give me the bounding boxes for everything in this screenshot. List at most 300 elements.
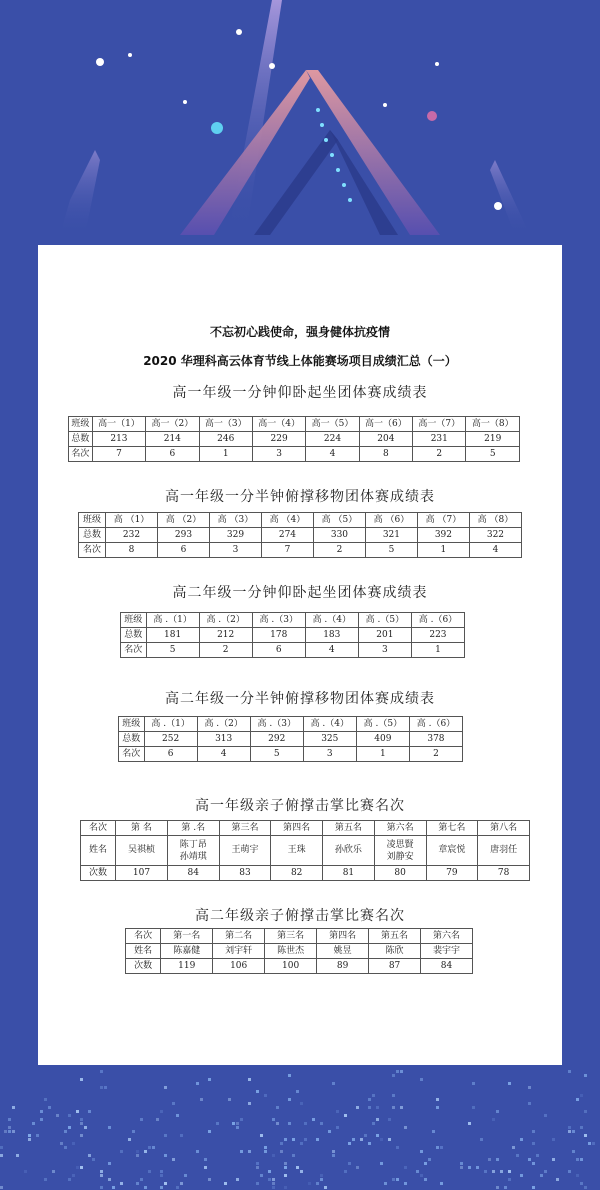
decorative-pixel <box>568 1070 571 1073</box>
decorative-pixel <box>288 1098 291 1101</box>
table-cell: 84 <box>421 959 473 974</box>
decorative-pixel <box>152 1146 155 1149</box>
decorative-pixel <box>480 1138 483 1141</box>
table-cell: 1 <box>417 543 469 558</box>
decorative-pixel <box>364 1134 367 1137</box>
table-cell: 高 .（3） <box>250 717 303 732</box>
decorative-pixel <box>100 1170 103 1173</box>
decorative-pixel <box>68 1126 71 1129</box>
table-cell: 119 <box>161 959 213 974</box>
decorative-pixel <box>376 1118 379 1121</box>
decorative-pixel <box>352 1138 355 1141</box>
table-row <box>126 944 473 959</box>
table-cell: 107 <box>116 866 168 881</box>
table-6-title: 高二年级亲子俯撑击掌比赛名次 <box>195 908 405 924</box>
decorative-pixel <box>136 1182 139 1185</box>
table-cell: 高 （4） <box>261 513 313 528</box>
decorative-pixel <box>104 1086 107 1089</box>
decorative-pixel <box>144 1186 147 1189</box>
decorative-pixel <box>264 1150 267 1153</box>
decorative-pixel <box>328 1130 331 1133</box>
decorative-pixel <box>284 1186 287 1189</box>
decorative-pixel <box>440 1182 443 1185</box>
table-row <box>126 929 473 944</box>
table-4 <box>118 716 463 762</box>
table-1-title: 高一年级一分钟仰卧起坐团体赛成绩表 <box>172 385 428 401</box>
decorative-pixel <box>80 1078 83 1081</box>
decorative-pixel <box>388 1138 391 1141</box>
decorative-pixel <box>108 1178 111 1181</box>
decorative-pixel <box>360 1138 363 1141</box>
table-row <box>119 747 463 762</box>
decorative-pixel <box>8 1126 11 1129</box>
decorative-pixel <box>256 1090 259 1093</box>
decorative-pixel <box>576 1174 579 1177</box>
table-cell: 79 <box>426 866 478 881</box>
decorative-pixel <box>380 1138 383 1141</box>
decorative-pixel <box>424 1162 427 1165</box>
decorative-pixel <box>380 1162 383 1165</box>
decorative-pixel <box>136 1150 139 1153</box>
table-cell: 姓名 <box>126 944 161 959</box>
table-cell: 224 <box>306 432 359 447</box>
decorative-pixel <box>416 1170 419 1173</box>
decorative-pixel <box>520 1174 523 1177</box>
table-2 <box>78 512 522 558</box>
decorative-pixel <box>392 1106 395 1109</box>
decorative-pixel <box>436 1146 439 1149</box>
decorative-pixel <box>280 1150 283 1153</box>
decorative-pixel <box>592 1142 595 1145</box>
decorative-pixel <box>344 1170 347 1173</box>
decorative-pixel <box>196 1150 199 1153</box>
decorative-pixel <box>392 1094 395 1097</box>
decorative-pixel <box>204 1158 207 1161</box>
decorative-pixel <box>208 1178 211 1181</box>
table-cell: 名次 <box>121 643 147 658</box>
table-cell: 246 <box>199 432 252 447</box>
table-2-title: 高一年级一分半钟俯撑移物团体赛成绩表 <box>165 489 435 505</box>
table-cell: 8 <box>359 447 412 462</box>
decorative-pixel <box>300 1102 303 1105</box>
decorative-pixel <box>344 1114 347 1117</box>
decorative-pixel <box>460 1162 463 1165</box>
decorative-pixel <box>488 1158 491 1161</box>
decorative-pixel <box>140 1178 143 1181</box>
decorative-pixel <box>284 1174 287 1177</box>
decorative-pixel <box>376 1106 379 1109</box>
decorative-pixel <box>256 1166 259 1169</box>
table-cell: 班级 <box>119 717 145 732</box>
decorative-pixel <box>260 1174 263 1177</box>
decorative-pixel <box>320 1178 323 1181</box>
decorative-pixel <box>24 1170 27 1173</box>
table-cell: 201 <box>358 628 411 643</box>
decorative-pixel <box>248 1150 251 1153</box>
table-cell: 第 名 <box>116 821 168 836</box>
decorative-pixel <box>72 1142 75 1145</box>
decorative-pixel <box>164 1154 167 1157</box>
table-cell: 高 （3） <box>209 513 261 528</box>
decorative-pixel <box>160 1110 163 1113</box>
decorative-pixel <box>232 1122 235 1125</box>
table-cell: 第四名 <box>317 929 369 944</box>
decorative-pixel <box>568 1130 571 1133</box>
table-cell: 第 .名 <box>167 821 219 836</box>
decorative-pixel <box>80 1118 83 1121</box>
decorative-pixel <box>576 1158 579 1161</box>
decorative-pixel <box>40 1118 43 1121</box>
decorative-pixel <box>0 1186 3 1189</box>
table-cell: 高 .（1） <box>144 717 197 732</box>
decorative-pixel <box>0 1146 3 1149</box>
table-cell: 高 .（4） <box>305 613 358 628</box>
decorative-pixel <box>52 1170 55 1173</box>
table-6 <box>125 928 473 974</box>
table-cell: 名次 <box>81 821 116 836</box>
decorative-pixel <box>160 1174 163 1177</box>
decorative-pixel <box>584 1134 587 1137</box>
table-cell: 第六名 <box>421 929 473 944</box>
table-cell: 章宸悦 <box>426 836 478 866</box>
table-cell: 1 <box>199 447 252 462</box>
decorative-pixel <box>240 1150 243 1153</box>
decorative-pixel <box>40 1110 43 1113</box>
decorative-pixel <box>308 1182 311 1185</box>
table-cell: 213 <box>92 432 145 447</box>
decorative-pixel <box>576 1098 579 1101</box>
decorative-pixel <box>236 1122 239 1125</box>
table-row <box>126 959 473 974</box>
decorative-pixel <box>160 1170 163 1173</box>
decorative-pixel <box>568 1170 571 1173</box>
decorative-pixel <box>324 1186 327 1189</box>
table-cell: 4 <box>306 447 359 462</box>
table-cell: 第二名 <box>213 929 265 944</box>
decorative-pixel <box>144 1150 147 1153</box>
table-cell: 219 <box>466 432 520 447</box>
table-cell: 第八名 <box>478 821 530 836</box>
decorative-pixel <box>172 1158 175 1161</box>
table-cell: 80 <box>374 866 426 881</box>
decorative-pixel <box>316 1138 319 1141</box>
decorative-pixel <box>368 1142 371 1145</box>
table-cell: 178 <box>252 628 305 643</box>
decorative-pixel <box>508 1170 511 1173</box>
table-cell: 总数 <box>119 732 145 747</box>
table-cell: 名次 <box>79 543 106 558</box>
table-row <box>121 643 465 658</box>
decorative-pixel <box>436 1098 439 1101</box>
decorative-pixel <box>276 1122 279 1125</box>
table-cell: 78 <box>478 866 530 881</box>
table-cell: 4 <box>305 643 358 658</box>
decorative-pixel <box>240 1118 243 1121</box>
decorative-pixel <box>584 1186 587 1189</box>
table-cell: 高一（6） <box>359 417 412 432</box>
decorative-pixel <box>284 1162 287 1165</box>
decorative-pixel <box>276 1106 279 1109</box>
table-cell: 高一（8） <box>466 417 520 432</box>
decorative-pixel <box>184 1174 187 1177</box>
decorative-pixel <box>432 1130 435 1133</box>
table-cell: 高 （6） <box>365 513 417 528</box>
table-cell: 高 （1） <box>106 513 158 528</box>
decorative-pixel <box>200 1098 203 1101</box>
table-cell: 6 <box>252 643 305 658</box>
decorative-pixel <box>44 1098 47 1101</box>
decorative-pixel <box>8 1130 11 1133</box>
footer-decoration <box>0 1065 600 1190</box>
table-cell: 183 <box>305 628 358 643</box>
table-cell: 2 <box>199 643 252 658</box>
table-cell: 232 <box>106 528 158 543</box>
decorative-pixel <box>544 1170 547 1173</box>
table-cell: 孙欣乐 <box>323 836 375 866</box>
decorative-pixel <box>0 1154 3 1157</box>
decorative-pixel <box>76 1110 79 1113</box>
decorative-pixel <box>528 1158 531 1161</box>
table-cell: 总数 <box>69 432 93 447</box>
table-row <box>69 417 520 432</box>
table-cell: 6 <box>144 747 197 762</box>
table-cell: 名次 <box>119 747 145 762</box>
decorative-pixel <box>164 1134 167 1137</box>
decorative-pixel <box>348 1142 351 1145</box>
decorative-pixel <box>356 1166 359 1169</box>
table-cell: 班级 <box>79 513 106 528</box>
decorative-pixel <box>528 1086 531 1089</box>
decorative-pixel <box>284 1138 287 1141</box>
table-cell: 高一（7） <box>413 417 466 432</box>
table-cell: 陈丁昂 孙靖琪 <box>167 836 219 866</box>
decorative-pixel <box>472 1106 475 1109</box>
table-cell: 7 <box>92 447 145 462</box>
decorative-pixel <box>376 1134 379 1137</box>
decorative-pixel <box>280 1142 283 1145</box>
decorative-pixel <box>356 1106 359 1109</box>
decorative-pixel <box>164 1182 167 1185</box>
table-cell: 王萌宇 <box>219 836 271 866</box>
decorative-pixel <box>60 1142 63 1145</box>
decorative-pixel <box>32 1122 35 1125</box>
decorative-pixel <box>120 1150 123 1153</box>
decorative-pixel <box>268 1178 271 1181</box>
decorative-pixel <box>208 1078 211 1081</box>
decorative-pixel <box>224 1182 227 1185</box>
decorative-pixel <box>516 1154 519 1157</box>
decorative-pixel <box>336 1110 339 1113</box>
decorative-pixel <box>332 1154 335 1157</box>
table-cell: 4 <box>197 747 250 762</box>
table-cell: 高 .（6） <box>411 613 464 628</box>
table-cell: 第四名 <box>271 821 323 836</box>
table-cell: 322 <box>469 528 521 543</box>
table-cell: 高一（5） <box>306 417 359 432</box>
decorative-pixel <box>508 1082 511 1085</box>
decorative-pixel <box>396 1070 399 1073</box>
table-5-title: 高一年级亲子俯撑击掌比赛名次 <box>195 798 405 814</box>
decorative-pixel <box>288 1074 291 1077</box>
table-cell: 329 <box>209 528 261 543</box>
decorative-pixel <box>36 1134 39 1137</box>
decorative-pixel <box>572 1130 575 1133</box>
decorative-pixel <box>336 1126 339 1129</box>
decorative-pixel <box>160 1186 163 1189</box>
decorative-pixel <box>532 1130 535 1133</box>
decorative-pixel <box>580 1126 583 1129</box>
decorative-pixel <box>496 1158 499 1161</box>
decorative-pixel <box>100 1186 103 1189</box>
decorative-pixel <box>396 1146 399 1149</box>
decorative-pixel <box>140 1118 143 1121</box>
decorative-pixel <box>496 1110 499 1113</box>
decorative-pixel <box>292 1138 295 1141</box>
decorative-pixel <box>520 1138 523 1141</box>
table-cell: 姓名 <box>81 836 116 866</box>
table-cell: 292 <box>250 732 303 747</box>
decorative-pixel <box>196 1082 199 1085</box>
table-cell: 89 <box>317 959 369 974</box>
decorative-pixel <box>44 1178 47 1181</box>
decorative-pixel <box>48 1106 51 1109</box>
decorative-pixel <box>384 1182 387 1185</box>
decorative-pixel <box>396 1178 399 1181</box>
decorative-pixel <box>56 1114 59 1117</box>
decorative-pixel <box>28 1138 31 1141</box>
decorative-pixel <box>580 1094 583 1097</box>
decorative-pixel <box>304 1122 307 1125</box>
table-cell: 高一（2） <box>146 417 199 432</box>
decorative-pixel <box>372 1094 375 1097</box>
decorative-pixel <box>208 1130 211 1133</box>
decorative-pixel <box>392 1074 395 1077</box>
decorative-pixel <box>292 1154 295 1157</box>
table-cell: 班级 <box>69 417 93 432</box>
table-cell: 2 <box>413 447 466 462</box>
table-cell: 229 <box>252 432 305 447</box>
table-row <box>79 528 522 543</box>
decorative-pixel <box>492 1170 495 1173</box>
decorative-pixel <box>536 1154 539 1157</box>
decorative-pixel <box>72 1174 75 1177</box>
table-row <box>81 836 530 866</box>
decorative-pixel <box>552 1138 555 1141</box>
decorative-pixel <box>436 1106 439 1109</box>
decorative-pixel <box>156 1118 159 1121</box>
decorative-pixel <box>176 1186 179 1189</box>
table-cell: 王珠 <box>271 836 323 866</box>
table-cell: 214 <box>146 432 199 447</box>
decorative-pixel <box>228 1098 231 1101</box>
table-row <box>121 628 465 643</box>
table-cell: 3 <box>252 447 305 462</box>
table-row <box>69 432 520 447</box>
table-row <box>81 866 530 881</box>
table-cell: 100 <box>265 959 317 974</box>
decorative-pixel <box>332 1082 335 1085</box>
decorative-pixel <box>248 1102 251 1105</box>
decorative-pixel <box>16 1154 19 1157</box>
table-cell: 总数 <box>121 628 147 643</box>
decorative-pixel <box>404 1166 407 1169</box>
table-cell: 第一名 <box>161 929 213 944</box>
decorative-pixel <box>532 1142 535 1145</box>
decorative-pixel <box>88 1110 91 1113</box>
decorative-pixel <box>92 1158 95 1161</box>
table-cell: 第五名 <box>323 821 375 836</box>
decorative-pixel <box>532 1186 535 1189</box>
table-cell: 7 <box>261 543 313 558</box>
decorative-pixel <box>80 1134 83 1137</box>
table-cell: 1 <box>356 747 409 762</box>
decorative-pixel <box>4 1130 7 1133</box>
table-cell: 高 .（5） <box>358 613 411 628</box>
decorative-pixel <box>496 1186 499 1189</box>
header-decoration <box>0 0 600 245</box>
decorative-pixel <box>400 1070 403 1073</box>
decorative-pixel <box>88 1154 91 1157</box>
table-cell: 5 <box>146 643 199 658</box>
decorative-pixel <box>100 1086 103 1089</box>
table-cell: 2 <box>409 747 462 762</box>
decorative-pixel <box>300 1170 303 1173</box>
decorative-pixel <box>108 1126 111 1129</box>
table-cell: 裴宇宇 <box>421 944 473 959</box>
decorative-pixel <box>256 1182 259 1185</box>
table-cell: 378 <box>409 732 462 747</box>
decorative-pixel <box>312 1118 315 1121</box>
table-cell: 高 （7） <box>417 513 469 528</box>
table-cell: 274 <box>261 528 313 543</box>
decorative-pixel <box>216 1122 219 1125</box>
table-cell: 106 <box>213 959 265 974</box>
table-cell: 231 <box>413 432 466 447</box>
table-cell: 高一（3） <box>199 417 252 432</box>
table-row <box>119 732 463 747</box>
decorative-pixel <box>300 1142 303 1145</box>
decorative-pixel <box>12 1106 15 1109</box>
triangle-decoration-graphic <box>0 0 600 245</box>
decorative-pixel <box>112 1186 115 1189</box>
decorative-pixel <box>76 1166 79 1169</box>
decorative-pixel <box>440 1146 443 1149</box>
table-cell: 凌思賢 刘静安 <box>374 836 426 866</box>
decorative-pixel <box>580 1158 583 1161</box>
table-cell: 高一（1） <box>92 417 145 432</box>
table-cell: 6 <box>158 543 210 558</box>
table-row <box>81 821 530 836</box>
table-5 <box>80 820 530 881</box>
decorative-pixel <box>332 1150 335 1153</box>
table-cell: 高 （2） <box>158 513 210 528</box>
table-cell: 第七名 <box>426 821 478 836</box>
table-cell: 唐羽任 <box>478 836 530 866</box>
decorative-pixel <box>28 1134 31 1137</box>
decorative-pixel <box>108 1162 111 1165</box>
decorative-pixel <box>64 1146 67 1149</box>
decorative-pixel <box>236 1126 239 1129</box>
decorative-pixel <box>368 1098 371 1101</box>
decorative-pixel <box>260 1134 263 1137</box>
table-cell: 高 （8） <box>469 513 521 528</box>
table-cell: 第五名 <box>369 929 421 944</box>
table-cell: 吴祺桢 <box>116 836 168 866</box>
table-cell: 223 <box>411 628 464 643</box>
table-cell: 5 <box>466 447 520 462</box>
decorative-pixel <box>100 1070 103 1073</box>
table-3 <box>120 612 465 658</box>
